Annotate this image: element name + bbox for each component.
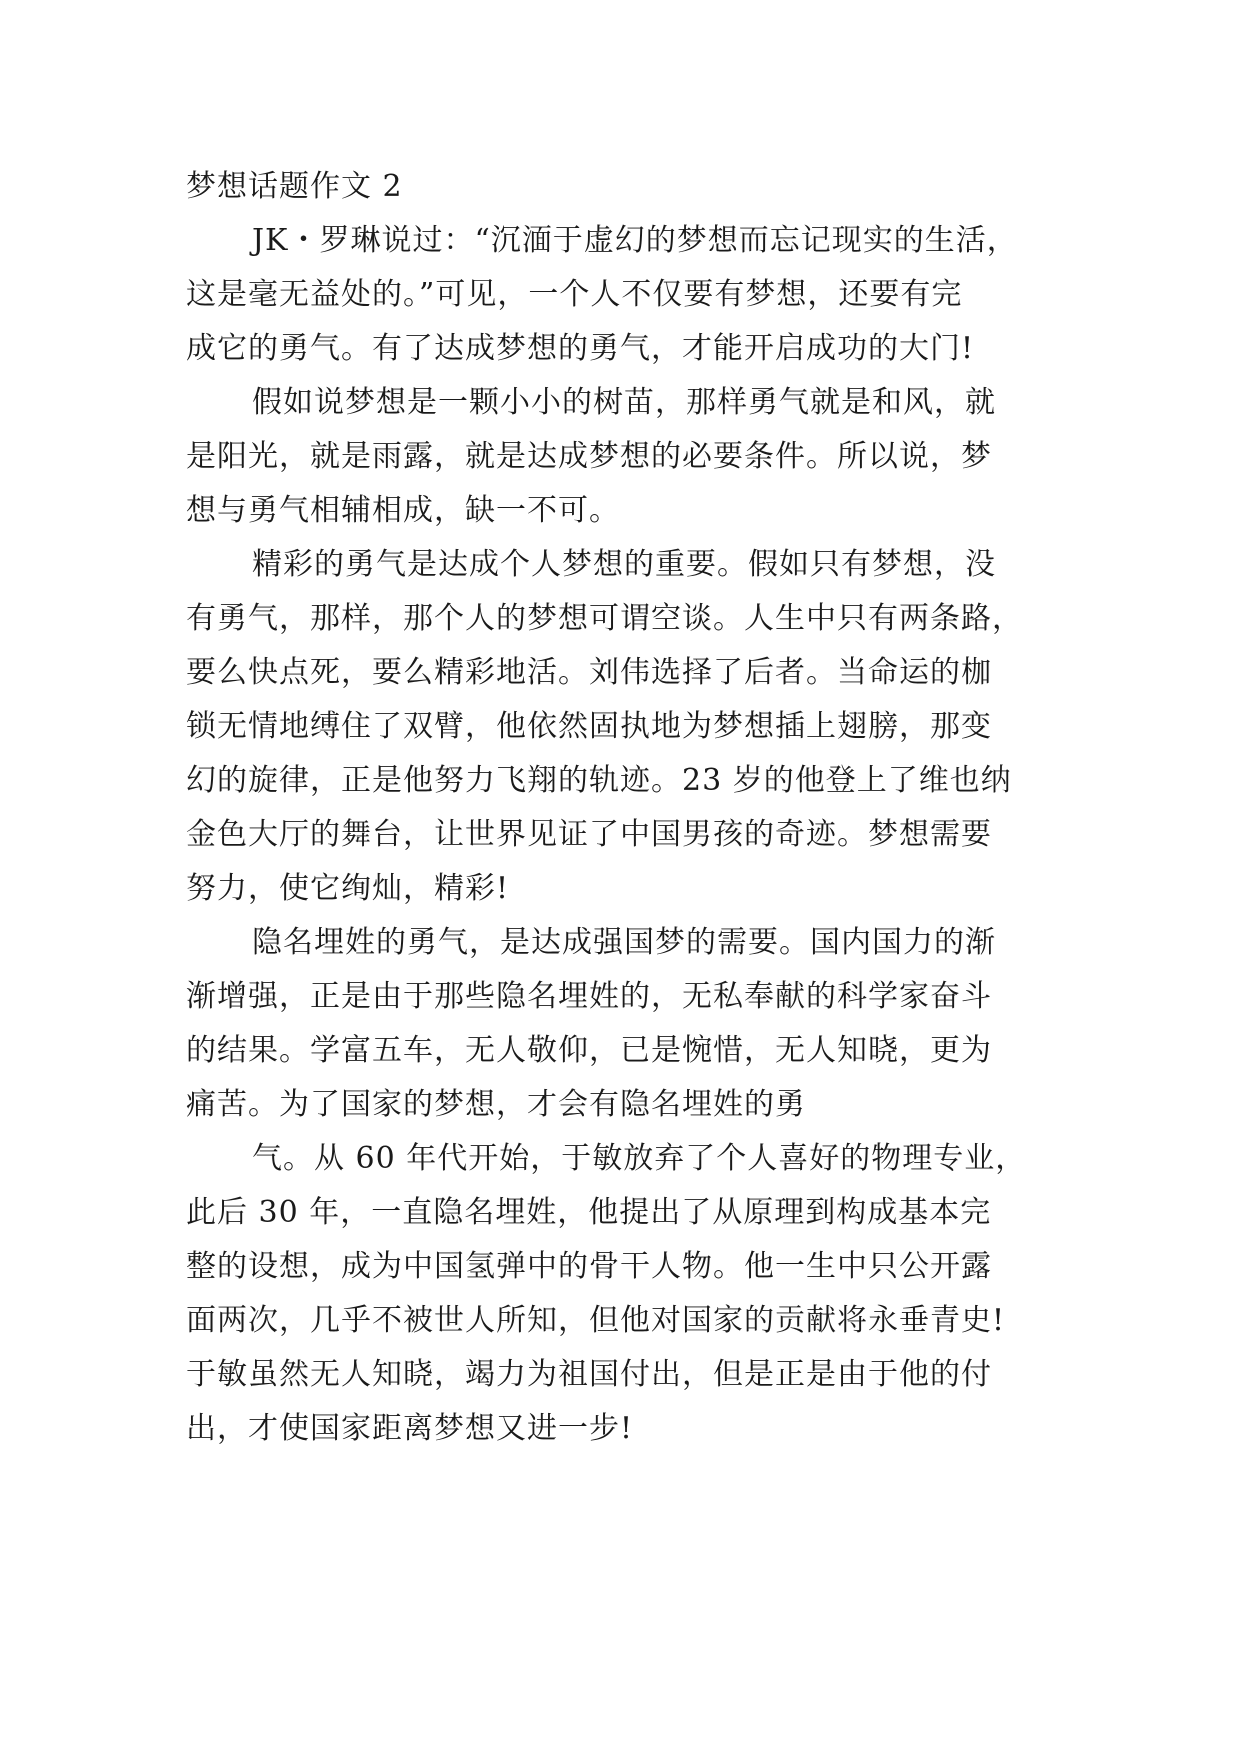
text-line-8: 有勇气，那样，那个人的梦想可谓空谈。人生中只有两条路， <box>186 601 1023 636</box>
text-line-11: 幻的旋律，正是他努力飞翔的轨迹。23 岁的他登上了维也纳 <box>186 763 1012 798</box>
text-line-7: 精彩的勇气是达成个人梦想的重要。假如只有梦想，没 <box>252 547 996 582</box>
text-line-9: 要么快点死，要么精彩地活。刘伟选择了后者。当命运的枷 <box>186 655 992 690</box>
text-line-16: 的结果。学富五车，无人敬仰，已是惋惜，无人知晓，更为 <box>186 1033 992 1068</box>
document-title: 梦想话题作文 2 <box>186 169 403 204</box>
text-line-20: 整的设想，成为中国氢弹中的骨干人物。他一生中只公开露 <box>186 1249 992 1284</box>
text-line-14: 隐名埋姓的勇气，是达成强国梦的需要。国内国力的渐 <box>252 925 996 960</box>
text-line-10: 锁无情地缚住了双臂，他依然固执地为梦想插上翅膀，那变 <box>186 709 992 744</box>
text-line-17: 痛苦。为了国家的梦想，才会有隐名埋姓的勇 <box>186 1087 806 1122</box>
text-line-19: 此后 30 年，一直隐名埋姓，他提出了从原理到构成基本完 <box>186 1195 992 1230</box>
text-line-23: 出，才使国家距离梦想又进一步! <box>186 1411 634 1446</box>
text-line-5: 是阳光，就是雨露，就是达成梦想的必要条件。所以说，梦 <box>186 439 992 474</box>
text-line-21: 面两次，几乎不被世人所知，但他对国家的贡献将永垂青史! <box>186 1303 1006 1338</box>
text-line-4: 假如说梦想是一颗小小的树苗，那样勇气就是和风，就 <box>252 385 996 420</box>
text-line-22: 于敏虽然无人知晓，竭力为祖国付出，但是正是由于他的付 <box>186 1357 992 1392</box>
text-line-13: 努力，使它绚灿，精彩! <box>186 871 510 906</box>
text-line-3: 成它的勇气。有了达成梦想的勇气，才能开启成功的大门! <box>186 331 975 366</box>
text-line-12: 金色大厅的舞台，让世界见证了中国男孩的奇迹。梦想需要 <box>186 817 992 852</box>
text-line-1: JK・罗琳说过：“沉湎于虚幻的梦想而忘记现实的生活， <box>252 223 1018 258</box>
text-line-15: 渐增强，正是由于那些隐名埋姓的，无私奉献的科学家奋斗 <box>186 979 992 1014</box>
text-line-18: 气。从 60 年代开始，于敏放弃了个人喜好的物理专业， <box>252 1141 1027 1176</box>
text-line-2: 这是毫无益处的。”可见，一个人不仅要有梦想，还要有完 <box>186 277 963 312</box>
text-line-6: 想与勇气相辅相成，缺一不可。 <box>186 493 620 528</box>
